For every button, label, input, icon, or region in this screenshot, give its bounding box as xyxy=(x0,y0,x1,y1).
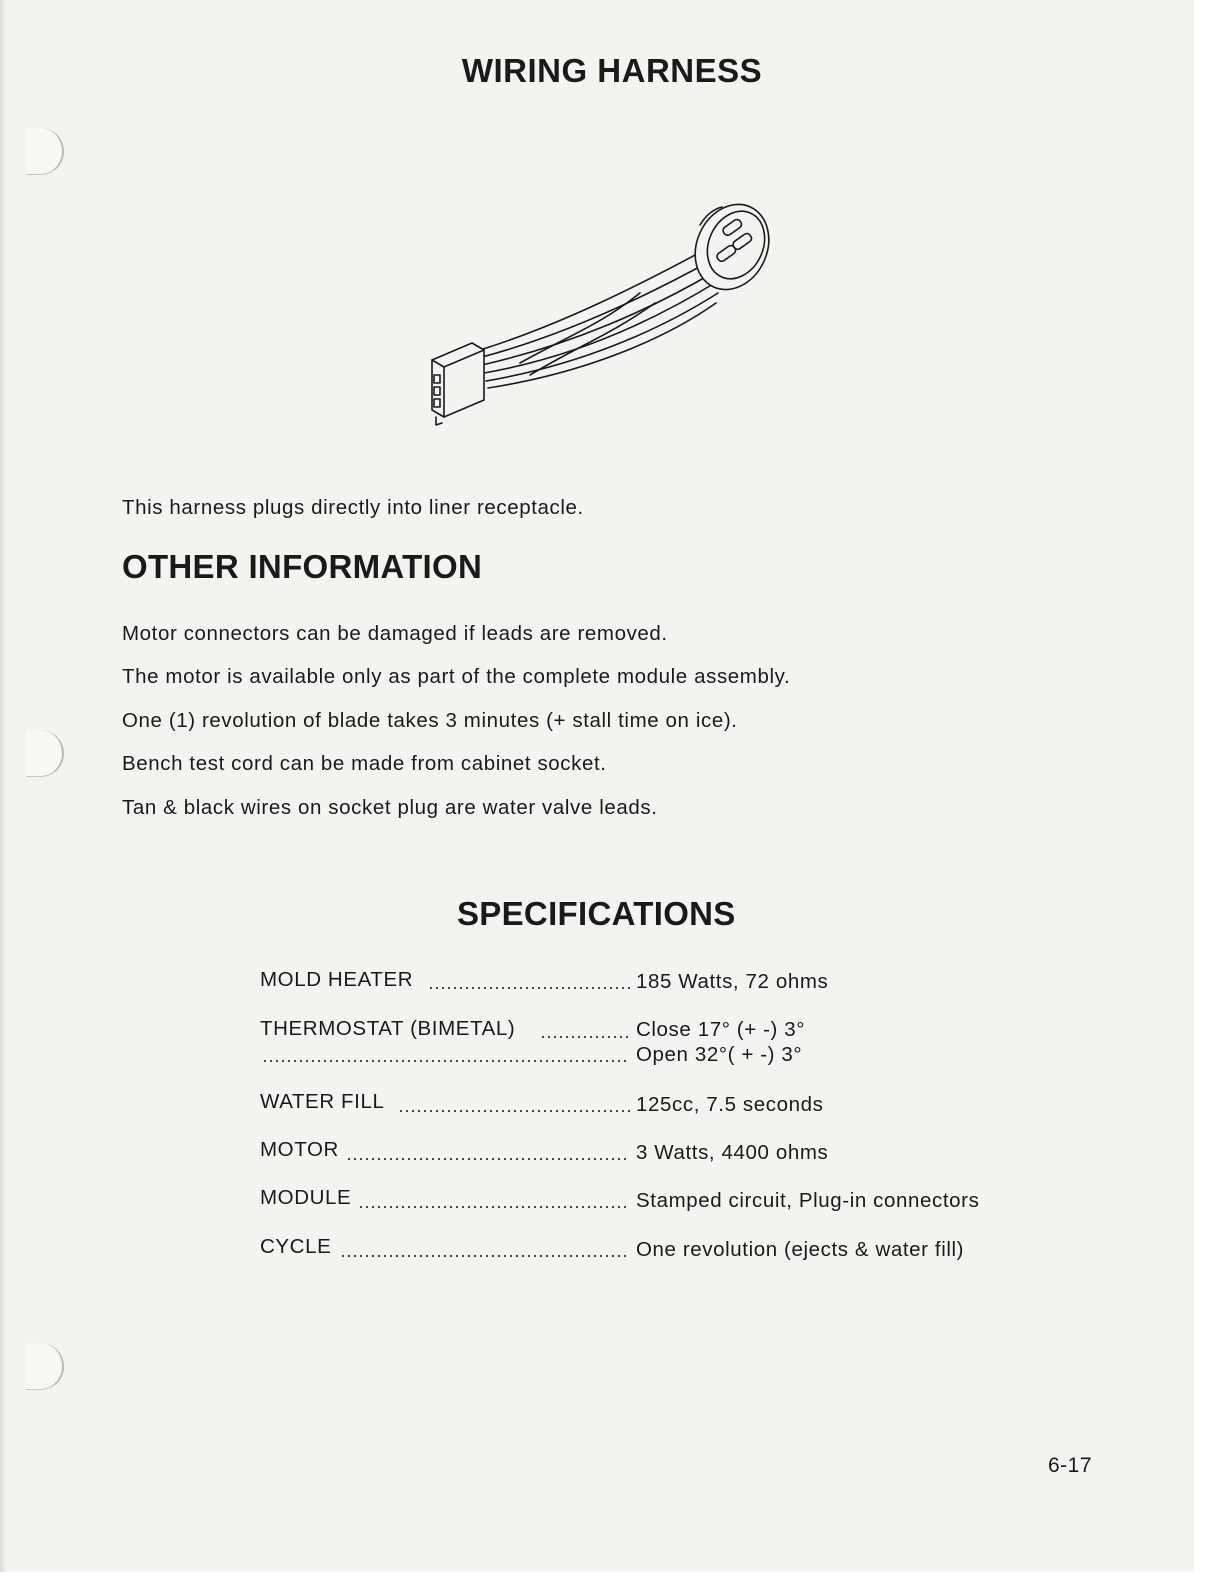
punch-hole-top xyxy=(26,128,64,175)
spec-value: Open 32°( + -) 3° xyxy=(636,1043,803,1066)
page-bottom-edge xyxy=(0,1572,1224,1584)
page-title: WIRING HARNESS xyxy=(461,52,763,89)
spec-leader-dots xyxy=(398,1110,630,1112)
page-left-edge xyxy=(0,0,6,1584)
spec-leader-dots xyxy=(428,987,630,989)
info-line: Motor connectors can be damaged if leads are removed. xyxy=(122,622,668,645)
spec-value: Close 17° (+ -) 3° xyxy=(636,1018,806,1041)
spec-label: MOLD HEATER xyxy=(260,968,414,991)
spec-value: 125cc, 7.5 seconds xyxy=(636,1093,824,1116)
spec-leader-dots xyxy=(540,1036,630,1038)
round-socket-outer xyxy=(682,192,783,301)
specifications-heading: SPECIFICATIONS xyxy=(457,895,736,932)
spec-leader-dots xyxy=(340,1255,630,1257)
spec-label: CYCLE xyxy=(260,1235,332,1258)
punch-hole-bottom xyxy=(26,1343,64,1390)
page-number: 6-17 xyxy=(1048,1454,1093,1477)
harness-note: This harness plugs directly into liner receptacle. xyxy=(122,496,584,519)
other-information-heading: OTHER INFORMATION xyxy=(122,548,483,585)
page-right-edge xyxy=(1194,0,1224,1584)
spec-label: MOTOR xyxy=(260,1138,339,1161)
spec-leader-dots xyxy=(346,1158,630,1160)
spec-leader-dots xyxy=(262,1060,630,1062)
wire-cross-2 xyxy=(530,303,655,375)
spec-value: Stamped circuit, Plug-in connectors xyxy=(636,1189,980,1212)
info-line: Tan & black wires on socket plug are water valve leads. xyxy=(122,796,658,819)
spec-label: WATER FILL xyxy=(260,1090,385,1113)
wire-2 xyxy=(482,259,714,357)
punch-hole-middle xyxy=(26,730,64,777)
spec-leader-dots xyxy=(358,1206,630,1208)
wiring-harness-icon xyxy=(410,185,790,435)
wire-1 xyxy=(480,247,710,350)
wire-5 xyxy=(486,293,718,381)
spec-value: 185 Watts, 72 ohms xyxy=(636,970,829,993)
spec-label: MODULE xyxy=(260,1186,352,1209)
info-line: The motor is available only as part of the complete module assembly. xyxy=(122,665,791,688)
info-line: Bench test cord can be made from cabinet socket. xyxy=(122,752,607,775)
spec-label: THERMOSTAT (BIMETAL) xyxy=(260,1017,516,1040)
info-line: One (1) revolution of blade takes 3 minutes (+ stall time on ice). xyxy=(122,709,738,732)
spec-value: 3 Watts, 4400 ohms xyxy=(636,1141,829,1164)
plug-tab xyxy=(436,417,442,425)
spec-value: One revolution (ejects & water fill) xyxy=(636,1238,965,1261)
